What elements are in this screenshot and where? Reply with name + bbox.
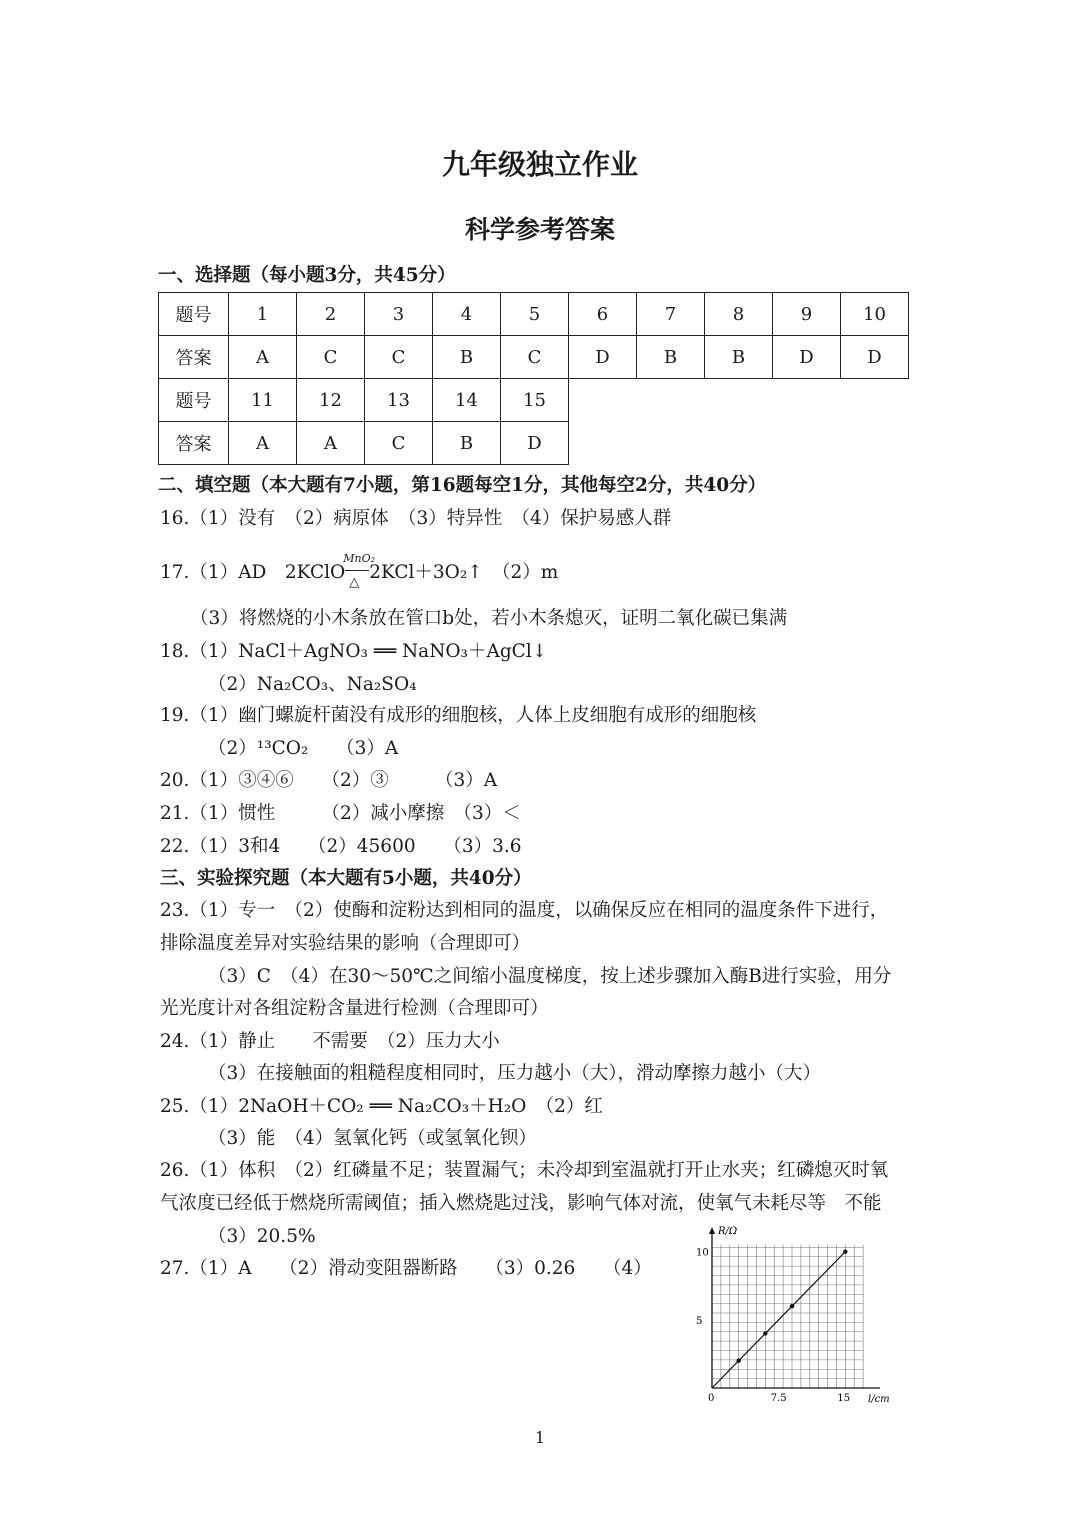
page-title: 九年级独立作业 xyxy=(441,148,638,181)
data-point xyxy=(763,1331,767,1335)
table-row xyxy=(159,422,909,465)
table-cell: C xyxy=(365,336,433,379)
answer-24-1: 24.（1）静止 不需要 （2）压力大小 xyxy=(160,1031,500,1052)
table-cell: A xyxy=(229,422,297,465)
table-cell: B xyxy=(705,336,773,379)
table-cell: 10 xyxy=(841,293,909,336)
page-number: 1 xyxy=(534,1428,546,1447)
answer-23-4: 光光度计对各组淀粉含量进行检测（合理即可） xyxy=(160,998,549,1019)
section-heading-choice: 一、选择题（每小题3分，共45分） xyxy=(158,265,456,286)
answer-23-3: （3）C （4）在30～50℃之间缩小温度梯度，按上述步骤加入酶B进行实验，用分 xyxy=(208,966,892,987)
answer-17-3: （3）将燃烧的小木条放在管口b处，若小木条熄灭，证明二氧化碳已集满 xyxy=(190,608,788,629)
answer-19-1: 19.（1）幽门螺旋杆菌没有成形的细胞核，人体上皮细胞有成形的细胞核 xyxy=(160,705,757,726)
table-cell: C xyxy=(501,336,569,379)
answer-23-2: 排除温度差异对实验结果的影响（合理即可） xyxy=(160,933,531,954)
row-label: 答案 xyxy=(159,336,229,379)
section-heading-fill: 二、填空题（本大题有7小题，第16题每空1分，其他每空2分，共40分） xyxy=(158,475,767,496)
table-cell: 15 xyxy=(501,379,569,422)
row-label: 题号 xyxy=(159,379,229,422)
answer-25-1: 25.（1）2NaOH＋CO₂ ══ Na₂CO₃＋H₂O （2）红 xyxy=(160,1096,603,1117)
table-cell: 7 xyxy=(637,293,705,336)
answer-26-3: （3）20.5% xyxy=(208,1226,316,1247)
table-row xyxy=(159,336,909,379)
row-label: 答案 xyxy=(159,422,229,465)
answer-27: 27.（1）A （2）滑动变阻器断路 （3）0.26 （4） xyxy=(160,1258,652,1279)
table-cell: 1 xyxy=(229,293,297,336)
answer-24-2: （3）在接触面的粗糙程度相同时，压力越小（大），滑动摩擦力越小（大） xyxy=(208,1063,822,1084)
answer-23-1: 23.（1）专一 （2）使酶和淀粉达到相同的温度，以确保反应在相同的温度条件下进行， xyxy=(160,900,889,921)
table-cell: D xyxy=(569,336,637,379)
answer-17-part-a: 17.（1）AD 2KClO xyxy=(160,562,346,583)
resistance-length-graph xyxy=(690,1218,910,1408)
table-cell: A xyxy=(229,336,297,379)
series-line xyxy=(712,1252,845,1388)
table-cell: D xyxy=(773,336,841,379)
table-blank xyxy=(569,379,909,422)
answer-18-2: （2）Na₂CO₃、Na₂SO₄ xyxy=(208,674,417,695)
table-cell: 8 xyxy=(705,293,773,336)
answer-26-2: 气浓度已经低于燃烧所需阈值；插入燃烧匙过浅，影响气体对流，使氧气未耗尽等 不能 xyxy=(160,1193,882,1214)
reaction-condition xyxy=(343,552,375,590)
y-tick-label: 10 xyxy=(696,1247,709,1259)
page-subtitle: 科学参考答案 xyxy=(464,215,615,244)
answer-25-2: （3）能 （4）氢氧化钙（或氢氧化钡） xyxy=(208,1128,537,1149)
table-cell: C xyxy=(297,336,365,379)
row-label: 题号 xyxy=(159,293,229,336)
section-heading-experiment: 三、实验探究题（本大题有5小题，共40分） xyxy=(160,868,532,889)
answer-26-1: 26.（1）体积 （2）红磷量不足；装置漏气；未冷却到室温就打开止水夹；红磷熄灭时氧 xyxy=(160,1160,889,1181)
table-cell: 14 xyxy=(433,379,501,422)
table-row xyxy=(159,293,909,336)
x-tick-label: 0 xyxy=(708,1393,715,1404)
table-cell: 2 xyxy=(297,293,365,336)
answer-17 xyxy=(160,552,559,590)
y-axis-label: R/Ω xyxy=(718,1226,738,1237)
table-cell: 5 xyxy=(501,293,569,336)
x-tick-label: 7.5 xyxy=(770,1393,787,1404)
answer-19-2: （2）¹³CO₂ （3）A xyxy=(208,738,399,759)
x-tick-label: 15 xyxy=(837,1393,851,1404)
table-cell: B xyxy=(433,336,501,379)
table-cell: 4 xyxy=(433,293,501,336)
x-axis-label: l/cm xyxy=(868,1394,890,1405)
table-cell: A xyxy=(297,422,365,465)
table-blank xyxy=(569,422,909,465)
table-cell: 9 xyxy=(773,293,841,336)
table-cell: D xyxy=(841,336,909,379)
table-cell: 12 xyxy=(297,379,365,422)
table-cell: B xyxy=(433,422,501,465)
table-cell: 11 xyxy=(229,379,297,422)
data-point xyxy=(843,1249,847,1253)
table-cell: D xyxy=(501,422,569,465)
answer-21: 21.（1）惯性 （2）减小摩擦 （3）＜ xyxy=(160,803,521,824)
answer-17-part-b: 2KCl＋3O₂↑ （2）m xyxy=(369,562,559,583)
answer-18-1: 18.（1）NaCl＋AgNO₃ ══ NaNO₃＋AgCl↓ xyxy=(160,641,548,662)
table-cell: 3 xyxy=(365,293,433,336)
data-point xyxy=(736,1359,740,1363)
y-axis-arrow xyxy=(709,1227,715,1234)
y-tick-label: 5 xyxy=(696,1315,703,1327)
catalyst-label: MnO₂ xyxy=(343,552,375,565)
table-row xyxy=(159,379,909,422)
answer-20: 20.（1）③④⑥ （2）③ （3）A xyxy=(160,770,498,791)
table-cell: B xyxy=(637,336,705,379)
answer-16: 16.（1）没有 （2）病原体 （3）特异性 （4）保护易感人群 xyxy=(160,508,672,529)
data-point xyxy=(790,1304,794,1308)
table-cell: 13 xyxy=(365,379,433,422)
heat-symbol: △ xyxy=(349,575,360,590)
table-cell: 6 xyxy=(569,293,637,336)
answer-22: 22.（1）3和4 （2）45600 （3）3.6 xyxy=(160,836,522,857)
table-cell: C xyxy=(365,422,433,465)
choice-answer-table xyxy=(158,292,909,465)
